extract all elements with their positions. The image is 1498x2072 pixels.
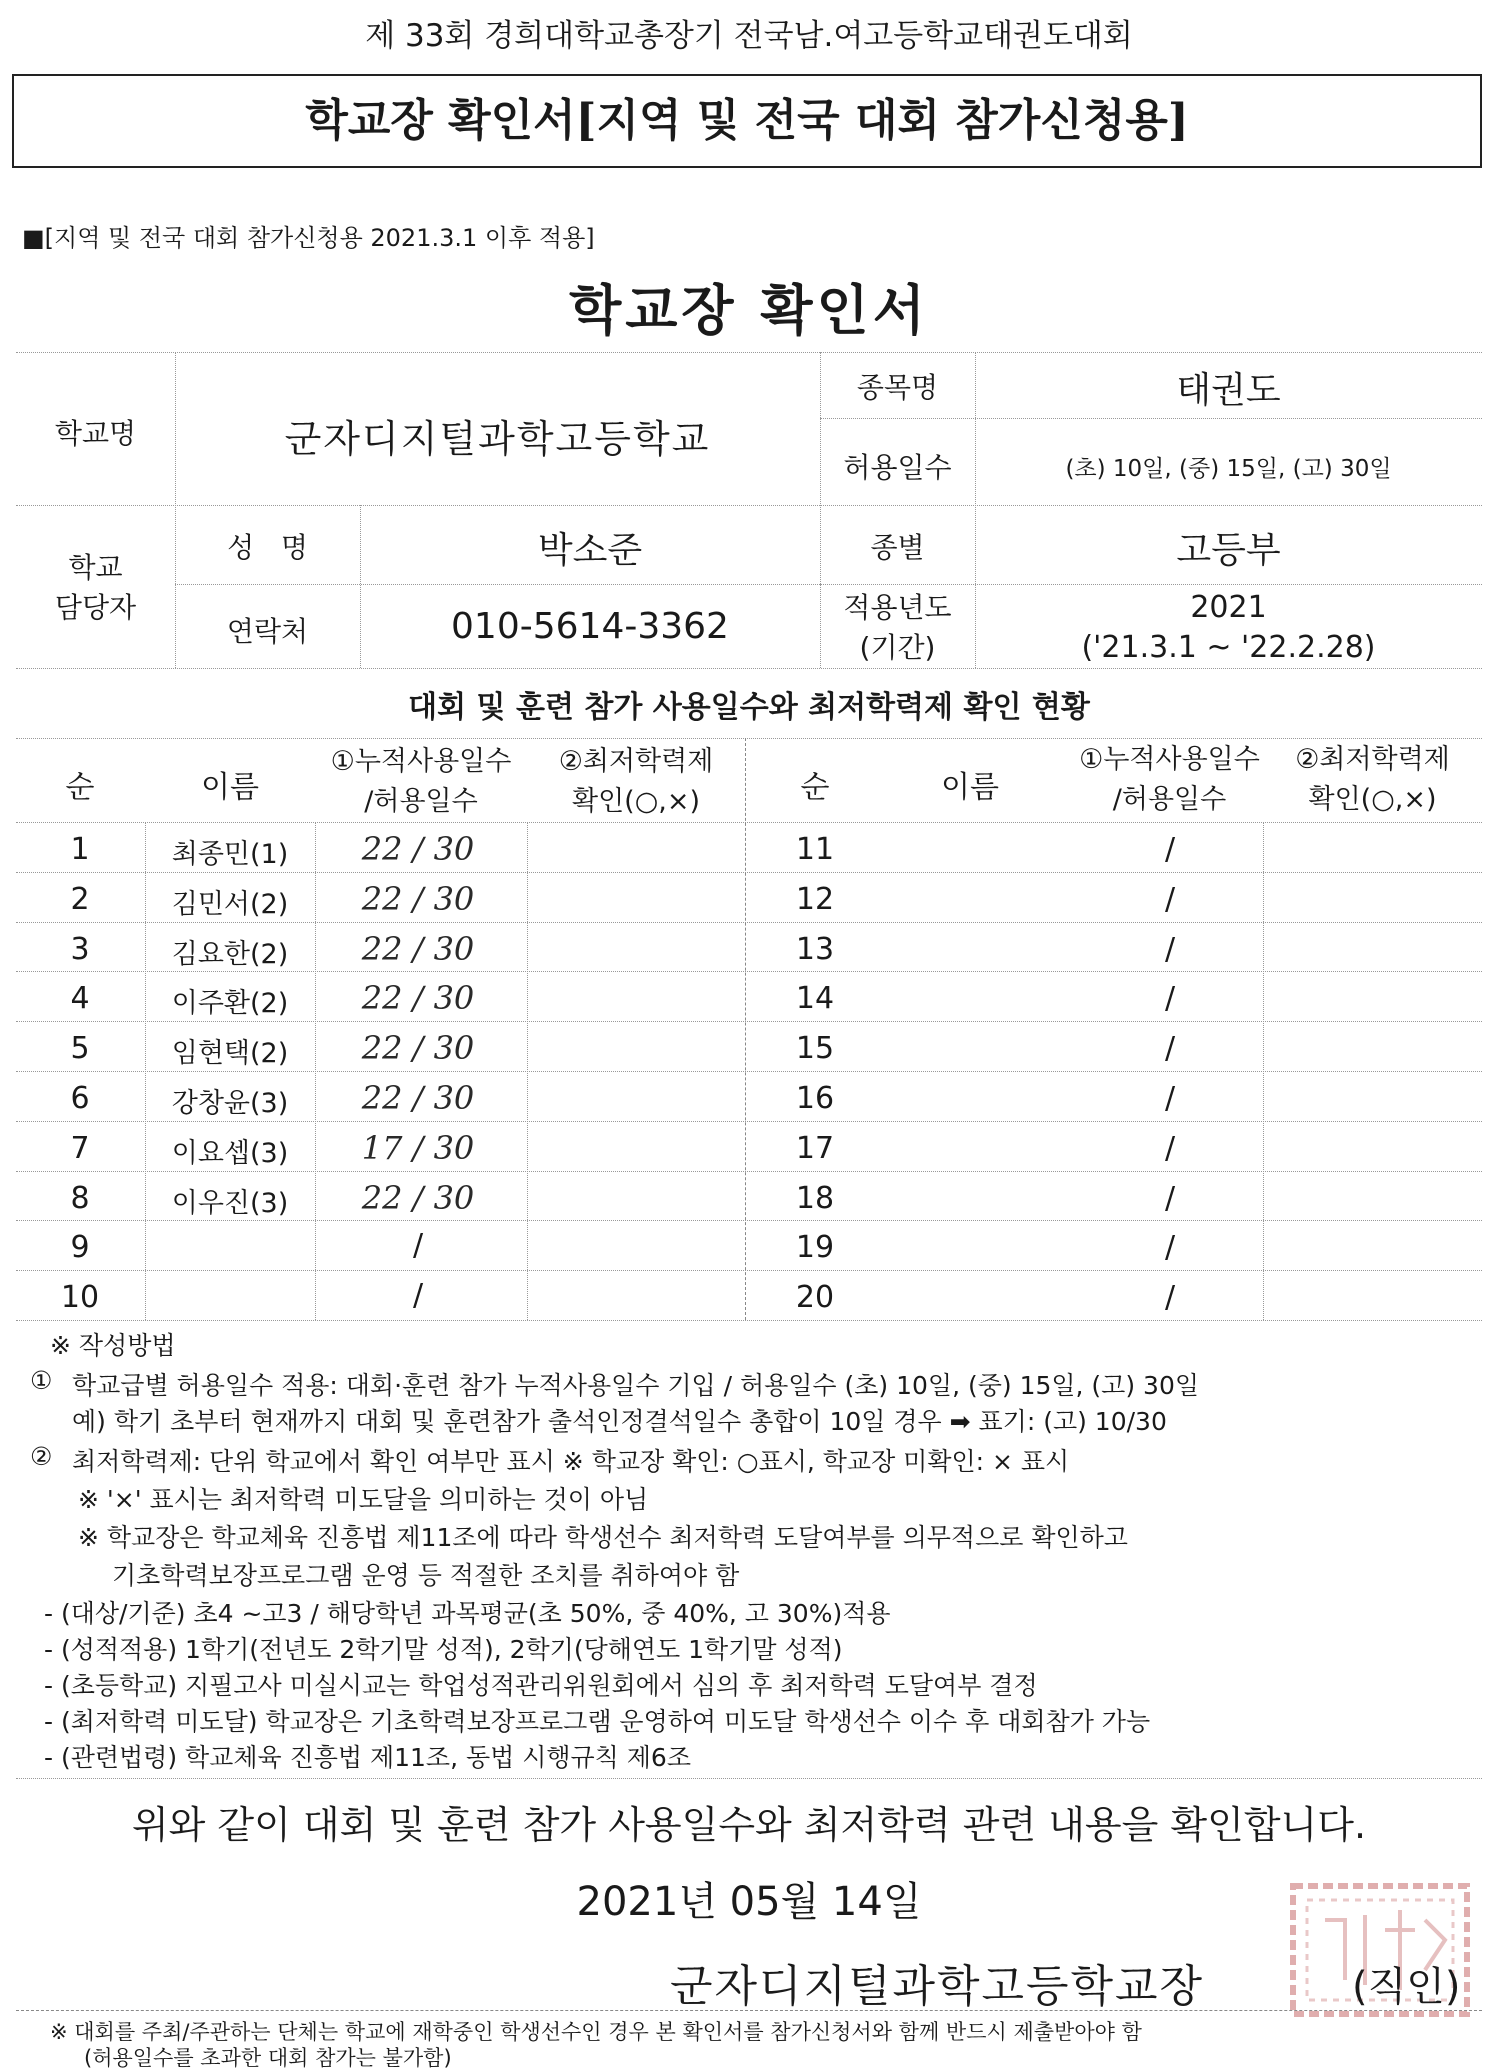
note1-line2: 예) 학기 초부터 현재까지 대회 및 훈련참가 출석인정결석일수 총합이 10일 경우 ➡ 표기: (고) 10/30 [72, 1407, 1167, 1436]
col-header-days-line2: /허용일수 [364, 786, 478, 817]
allowed-days-label: 허용일수 [843, 451, 952, 484]
title-box [12, 74, 1482, 168]
notes-heading: ※ 작성방법 [50, 1331, 176, 1360]
year-value-line2: ('21.3.1 ~ '22.2.28) [1081, 630, 1376, 665]
sport-value: 태권도 [1176, 370, 1281, 411]
sport-label: 종목명 [856, 371, 939, 404]
days-used-value: 22 / 30 [361, 830, 475, 868]
days-used-value: / [1164, 1130, 1176, 1166]
col-header-min-line2: 확인(○,×) [572, 786, 700, 817]
box-title: 학교장 확인서[지역 및 전국 대회 참가신청용] [305, 95, 1189, 146]
col-header-days-right [1062, 740, 1277, 820]
row-number: 17 [795, 1130, 835, 1166]
athlete-name: 이요셉(3) [171, 1137, 289, 1169]
phone-value: 010-5614-3362 [451, 606, 729, 647]
year-value [975, 588, 1482, 668]
row-number: 18 [795, 1180, 835, 1216]
col-header-days-line1: ①누적사용일수 [1079, 744, 1260, 775]
col-header-no-left: 순 [65, 770, 95, 805]
status-title: 대회 및 훈련 참가 사용일수와 최저학력제 확인 현황 [408, 690, 1090, 725]
days-used-value: 22 / 30 [361, 1178, 475, 1217]
days-used-value: / [1164, 931, 1176, 967]
days-used-value: / [1164, 1031, 1176, 1067]
year-value-line1: 2021 [1190, 590, 1267, 625]
row-number: 16 [795, 1081, 835, 1116]
year-label [820, 588, 975, 668]
col-header-name-right: 이름 [941, 770, 999, 805]
person-name-label: 성 명 [227, 531, 308, 564]
row-number: 19 [795, 1230, 835, 1266]
days-used-value: / [1164, 1081, 1176, 1116]
col-header-min-right [1263, 740, 1482, 820]
days-used-value: / [412, 1228, 424, 1264]
school-name-label: 학교명 [54, 417, 137, 450]
col-header-min-line1: ②최저학력제 [1295, 744, 1450, 775]
year-label-line1: 적용년도 [843, 591, 952, 624]
division-value: 고등부 [1176, 530, 1281, 571]
row-number: 2 [70, 881, 90, 917]
school-name-value: 군자디지털과학고등학교 [284, 417, 711, 461]
athlete-name: 최종민(1) [171, 839, 289, 870]
days-used-value: / [1164, 832, 1176, 867]
year-label-line2: (기간) [859, 631, 936, 664]
row-number: 13 [795, 931, 835, 967]
division-label: 종별 [870, 531, 925, 564]
athlete-name: 김요한(2) [171, 938, 289, 970]
row-number: 6 [70, 1081, 90, 1116]
detail-elementary: - (초등학교) 지필고사 미실시교는 학업성적관리위원회에서 심의 후 최저학력 도달여부 결정 [44, 1671, 1038, 1700]
row-number: 8 [70, 1180, 90, 1216]
contact-label-line2: 담당자 [54, 591, 137, 624]
note1-mark: ① [30, 1366, 53, 1395]
row-number: 20 [795, 1280, 835, 1316]
days-used-value: 22 / 30 [361, 1029, 475, 1068]
row-number: 3 [70, 931, 90, 967]
event-title: 제 33회 경희대학교총장기 전국남.여고등학교태권도대회 [365, 18, 1133, 54]
athlete-name: 강창윤(3) [171, 1088, 289, 1119]
days-used-value: 22 / 30 [361, 879, 475, 918]
row-number: 10 [60, 1280, 100, 1316]
note2-line: 최저학력제: 단위 학교에서 확인 여부만 표시 ※ 학교장 확인: ○표시, 학교장 미확인: × 표시 [72, 1447, 1070, 1476]
person-name-value: 박소준 [537, 530, 643, 571]
row-number: 9 [70, 1230, 90, 1266]
col-header-no-right: 순 [800, 770, 830, 805]
col-header-min-line1: ②최저학력제 [558, 746, 714, 777]
allowed-days-value: (초) 10일, (중) 15일, (고) 30일 [1065, 456, 1392, 482]
note4-line1: ※ 학교장은 학교체육 진흥법 제11조에 따라 학생선수 최저학력 도달여부를 의무적으로 확인하고 [78, 1523, 1128, 1552]
col-header-days-left [315, 742, 527, 822]
days-used-value: 17 / 30 [361, 1128, 475, 1167]
days-used-value: / [1164, 1230, 1176, 1266]
athlete-name: 이우진(3) [171, 1187, 289, 1219]
col-header-days-line1: ①누적사용일수 [330, 746, 512, 777]
athlete-name: 김민서(2) [171, 888, 289, 920]
days-used-value: 22 / 30 [361, 979, 475, 1018]
detail-target: - (대상/기준) 초4 ~고3 / 해당학년 과목평균(초 50%, 중 40%, 고 30%)적용 [44, 1599, 891, 1628]
doc-title: 학교장 확인서 [569, 278, 929, 342]
note2-mark: ② [30, 1442, 53, 1471]
detail-unmet: - (최저학력 미도달) 학교장은 기초학력보장프로그램 운영하여 미도달 학생선수 이수 후 대회참가 가능 [44, 1707, 1151, 1736]
days-used-value: / [1164, 1280, 1176, 1316]
detail-law: - (관련법령) 학교체육 진흥법 제11조, 동법 시행규칙 제6조 [44, 1743, 691, 1772]
days-used-value: / [1164, 981, 1176, 1017]
days-used-value: 22 / 30 [361, 929, 475, 968]
col-header-min-left [527, 742, 745, 822]
contact-label-line1: 학교 [68, 551, 123, 584]
note3-line: ※ '×' 표시는 최저학력 미도달을 의미하는 것이 아님 [78, 1485, 649, 1514]
contact-label [16, 548, 175, 628]
seal-label: (직인) [1352, 1964, 1461, 2010]
issue-date: 2021년 05월 14일 [576, 1879, 922, 1925]
row-number: 15 [795, 1031, 835, 1067]
col-header-min-line2: 확인(○,×) [1308, 784, 1437, 815]
athlete-name: 이주환(2) [171, 988, 289, 1020]
row-number: 14 [795, 981, 835, 1017]
row-number: 11 [795, 832, 835, 867]
phone-label: 연락처 [226, 615, 309, 648]
row-number: 1 [70, 832, 90, 867]
row-number: 5 [70, 1031, 90, 1067]
note4-line2: 기초학력보장프로그램 운영 등 적절한 조치를 취하여야 함 [112, 1561, 740, 1590]
days-used-value: / [412, 1278, 424, 1314]
row-number: 12 [795, 881, 835, 917]
footer-note-line2: (허용일수를 초과한 대회 참가는 불가함) [84, 2046, 452, 2070]
row-number: 7 [70, 1130, 90, 1166]
col-header-name-left: 이름 [201, 770, 259, 805]
days-used-value: / [1164, 881, 1176, 917]
row-number: 4 [70, 981, 90, 1017]
detail-grades: - (성적적용) 1학기(전년도 2학기말 성적), 2학기(당해연도 1학기말 성적) [44, 1635, 843, 1664]
note1-line1: 학교급별 허용일수 적용: 대회·훈련 참가 누적사용일수 기입 / 허용일수 (초) 10일, (중) 15일, (고) 30일 [72, 1371, 1199, 1400]
col-header-days-line2: /허용일수 [1112, 784, 1227, 815]
days-used-value: / [1164, 1180, 1176, 1216]
days-used-value: 22 / 30 [361, 1079, 475, 1117]
subheading: ■[지역 및 전국 대회 참가신청용 2021.3.1 이후 적용] [22, 224, 595, 252]
confirmation-statement: 위와 같이 대회 및 훈련 참가 사용일수와 최저학력 관련 내용을 확인합니다. [131, 1803, 1367, 1847]
footer-note-line1: ※ 대회를 주최/주관하는 단체는 학교에 재학중인 학생선수인 경우 본 확인서를 참가신청서와 함께 반드시 제출받아야 함 [50, 2020, 1142, 2044]
athlete-name: 임현택(2) [171, 1038, 289, 1070]
principal-name: 군자디지털과학고등학교장 [670, 1961, 1205, 2012]
